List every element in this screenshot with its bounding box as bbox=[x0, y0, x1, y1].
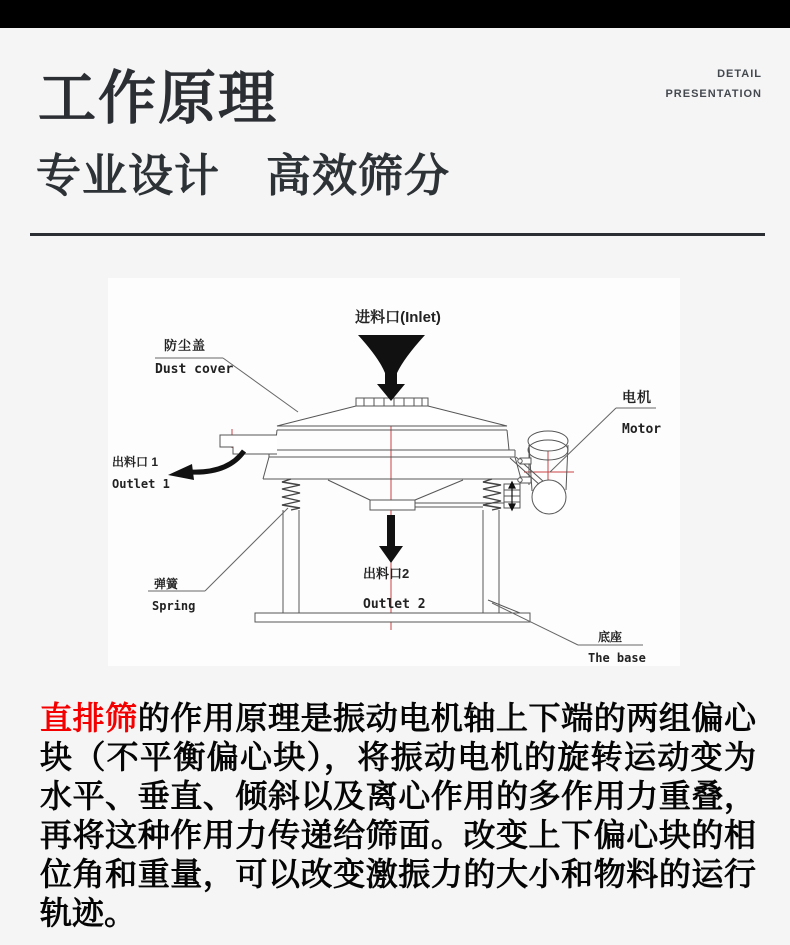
label-outlet1-en: Outlet 1 bbox=[112, 477, 170, 491]
label-outlet2-en: Outlet 2 bbox=[363, 597, 426, 612]
label-base-en: The base bbox=[588, 651, 646, 665]
page-title: 工作原理 bbox=[38, 66, 279, 131]
sieve-schematic-svg bbox=[108, 278, 680, 666]
label-motor-cn: 电机 bbox=[622, 389, 652, 405]
outlet2-arrow-icon bbox=[379, 515, 403, 563]
tagline bbox=[665, 64, 762, 104]
label-dust-cover-cn: 防尘盖 bbox=[164, 338, 207, 353]
label-outlet2-cn: 出料口2 bbox=[363, 566, 410, 581]
sieve-schematic-figure bbox=[108, 278, 680, 666]
label-motor-en: Motor bbox=[622, 422, 662, 437]
tagline-line2: PRESENTATION bbox=[665, 88, 762, 100]
principle-text: 的作用原理是振动电机轴上下端的两组偏心块（不平衡偏心块），将振动电机的旋转运动变为水平、垂直、倾斜以及离心作用的多作用力重叠，再将这种作用力传递给筛面。改变上下偏心块的相位角和重量，可以改变激振力的大小和物料的运行轨迹。 bbox=[40, 700, 756, 931]
label-inlet: 进料口(Inlet) bbox=[355, 309, 441, 326]
label-base-cn: 底座 bbox=[598, 630, 623, 644]
label-spring-cn: 弹簧 bbox=[154, 577, 179, 591]
inlet-arrow-icon bbox=[358, 335, 425, 401]
outlet1-arrow-icon bbox=[168, 451, 244, 480]
machine-linework bbox=[220, 398, 568, 622]
divider-line bbox=[30, 233, 765, 236]
top-black-bar bbox=[0, 0, 790, 28]
product-name-highlight: 直排筛 bbox=[40, 700, 138, 736]
principle-paragraph bbox=[40, 699, 756, 933]
label-spring-en: Spring bbox=[152, 599, 196, 613]
page-subtitle: 专业设计 高效筛分 bbox=[36, 150, 451, 201]
label-outlet1-cn: 出料口 1 bbox=[112, 455, 159, 469]
tagline-line1: DETAIL bbox=[717, 68, 762, 80]
label-dust-cover-en: Dust cover bbox=[155, 362, 234, 377]
